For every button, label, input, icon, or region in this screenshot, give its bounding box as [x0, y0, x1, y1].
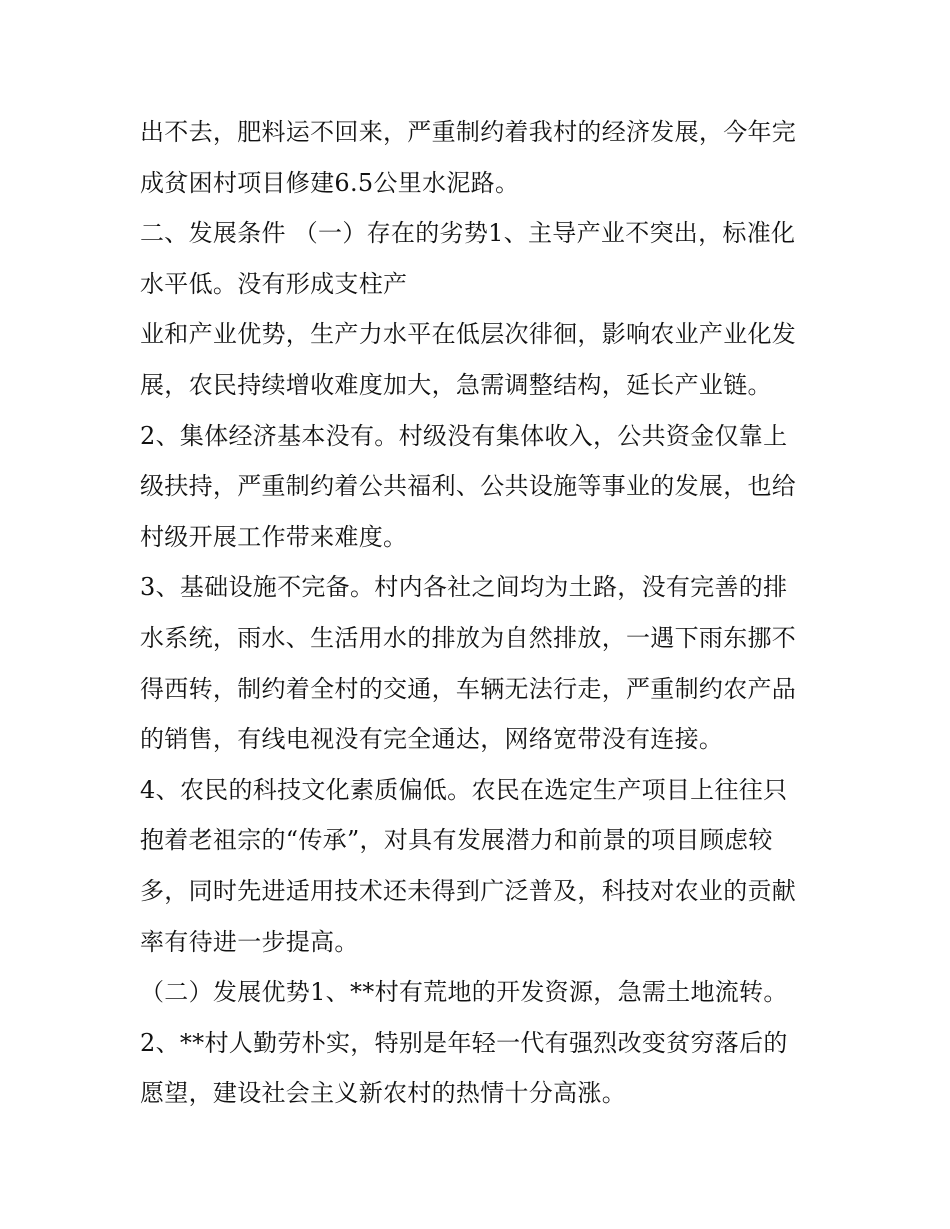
text-line: 展，农民持续增收难度加大，急需调整结构，延长产业链。 [140, 370, 772, 399]
section-heading-line: 二、发展条件 （一）存在的劣势1、主导产业不突出，标准化 [140, 219, 796, 248]
text-line: 级扶持，严重制约着公共福利、公共设施等事业的发展，也给 [140, 472, 797, 501]
text-line: 率有待进一步提高。 [140, 927, 359, 956]
text-line: 成贫困村项目修建6.5公里水泥路。 [140, 168, 520, 197]
text-line: 多，同时先进适用技术还未得到广泛普及，科技对农业的贡献 [140, 876, 797, 905]
text-line: 水平低。没有形成支柱产 [140, 269, 408, 298]
text-line: 愿望，建设社会主义新农村的热情十分高涨。 [140, 1079, 626, 1108]
text-line: 村级开展工作带来难度。 [140, 522, 408, 551]
list-item-line: 2、**村人勤劳朴实，特别是年轻一代有强烈改变贫穷落后的 [140, 1028, 788, 1057]
text-line: 水系统，雨水、生活用水的排放为自然排放，一遇下雨东挪不 [140, 623, 797, 652]
section-heading-line: （二）发展优势1、**村有荒地的开发资源，急需土地流转。 [140, 978, 788, 1007]
text-line: 得西转，制约着全村的交通，车辆无法行走，严重制约农产品 [140, 674, 797, 703]
document-body [140, 107, 820, 1119]
list-item-line: 2、集体经济基本没有。村级没有集体收入，公共资金仅靠上 [140, 421, 788, 450]
text-line: 抱着老祖宗的“传承”，对具有发展潜力和前景的项目顾虑较 [140, 826, 773, 855]
text-line: 的销售，有线电视没有完全通达，网络宽带没有连接。 [140, 725, 724, 754]
text-line: 出不去，肥料运不回来，严重制约着我村的经济发展，今年完 [140, 118, 797, 146]
list-item-line: 3、基础设施不完备。村内各社之间均为土路，没有完善的排 [140, 573, 788, 602]
list-item-line: 4、农民的科技文化素质偏低。农民在选定生产项目上往往只 [140, 775, 788, 804]
text-line: 业和产业优势，生产力水平在低层次徘徊，影响农业产业化发 [140, 320, 797, 349]
